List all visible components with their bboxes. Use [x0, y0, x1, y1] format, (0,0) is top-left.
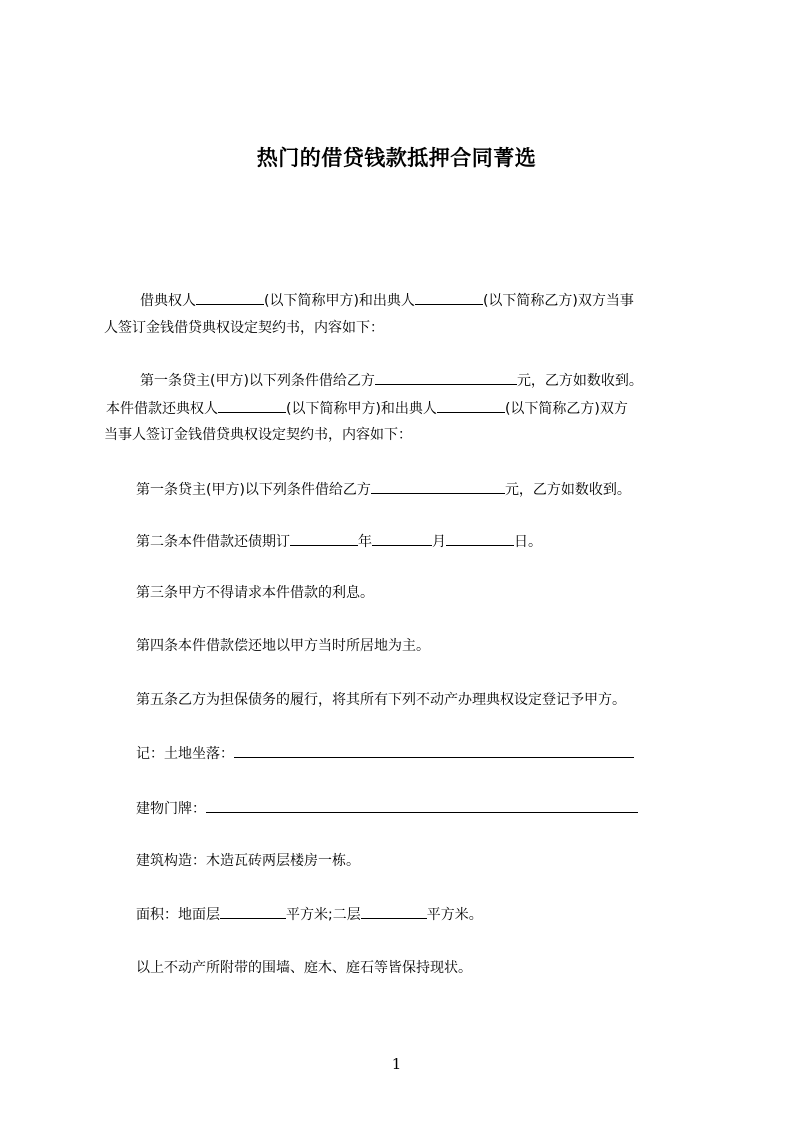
- article-5: 第五条乙方为担保债务的履行，将其所有下列不动产办理典权设定登记予甲方。: [136, 692, 626, 708]
- block2-text: (以下简称乙方)双方: [504, 401, 628, 417]
- repay-month-blank[interactable]: [372, 531, 432, 546]
- floor-area-text: 平方米。: [426, 907, 483, 923]
- land-location: [136, 743, 634, 764]
- building-number: [136, 798, 638, 819]
- ground-floor-area-blank[interactable]: [220, 904, 286, 919]
- block2-text: 本件借款还典权人: [106, 401, 218, 417]
- article-1-text: 元，乙方如数收到。: [504, 482, 631, 498]
- floor-area: [136, 904, 483, 925]
- building-number-blank[interactable]: [206, 798, 638, 813]
- floor-area-text: 面积：地面层: [136, 907, 220, 923]
- floor-area-text: 平方米;二层: [286, 907, 361, 923]
- article-4: 第四条本件借款偿还地以甲方当时所居地为主。: [136, 638, 430, 654]
- article-1-text: 第一条贷主(甲方)以下列条件借给乙方: [136, 482, 371, 498]
- land-location-label: 记：土地坐落：: [136, 746, 234, 762]
- attachments-note: 以上不动产所附带的围墙、庭木、庭石等皆保持现状。: [136, 960, 472, 976]
- loan-amount-blank[interactable]: [375, 370, 517, 385]
- intro-text: (以下简称乙方)双方当事: [482, 293, 634, 309]
- block2-text: (以下简称甲方)和出典人: [286, 401, 437, 417]
- repay-year-blank[interactable]: [290, 531, 358, 546]
- article-1: [136, 479, 631, 500]
- intro-line-2: 人签订金钱借贷典权设定契约书，内容如下：: [104, 320, 384, 336]
- block2-text: 元，乙方如数收到。: [516, 373, 643, 389]
- lender-name-blank[interactable]: [218, 398, 286, 413]
- document-title: 热门的借贷钱款抵押合同菁选: [256, 146, 537, 170]
- intro-line-1: [140, 290, 634, 311]
- article-2-text: 日。: [514, 534, 542, 550]
- block2-line-3: 当事人签订金钱借贷典权设定契约书，内容如下：: [104, 427, 412, 443]
- borrower-name-blank[interactable]: [437, 398, 505, 413]
- block2-line-2: [106, 398, 628, 419]
- building-structure: 建筑构造：木造瓦砖两层楼房一栋。: [136, 853, 360, 869]
- lender-name-blank[interactable]: [196, 290, 264, 305]
- article-2-text: 月: [432, 534, 446, 550]
- article-2-text: 年: [358, 534, 372, 550]
- block2-line-1: [140, 370, 643, 391]
- intro-text: 借典权人: [140, 293, 196, 309]
- intro-text: (以下简称甲方)和出典人: [264, 293, 415, 309]
- article-2: [136, 531, 542, 552]
- building-number-label: 建物门牌：: [136, 801, 206, 817]
- loan-amount-blank[interactable]: [371, 479, 505, 494]
- block2-text: 第一条贷主(甲方)以下列条件借给乙方: [140, 373, 375, 389]
- article-3: 第三条甲方不得请求本件借款的利息。: [136, 585, 374, 601]
- land-location-blank[interactable]: [234, 743, 634, 758]
- borrower-name-blank[interactable]: [415, 290, 483, 305]
- second-floor-area-blank[interactable]: [361, 904, 427, 919]
- repay-day-blank[interactable]: [446, 531, 514, 546]
- article-2-text: 第二条本件借款还债期订: [136, 534, 290, 550]
- page-number: 1: [391, 1055, 402, 1073]
